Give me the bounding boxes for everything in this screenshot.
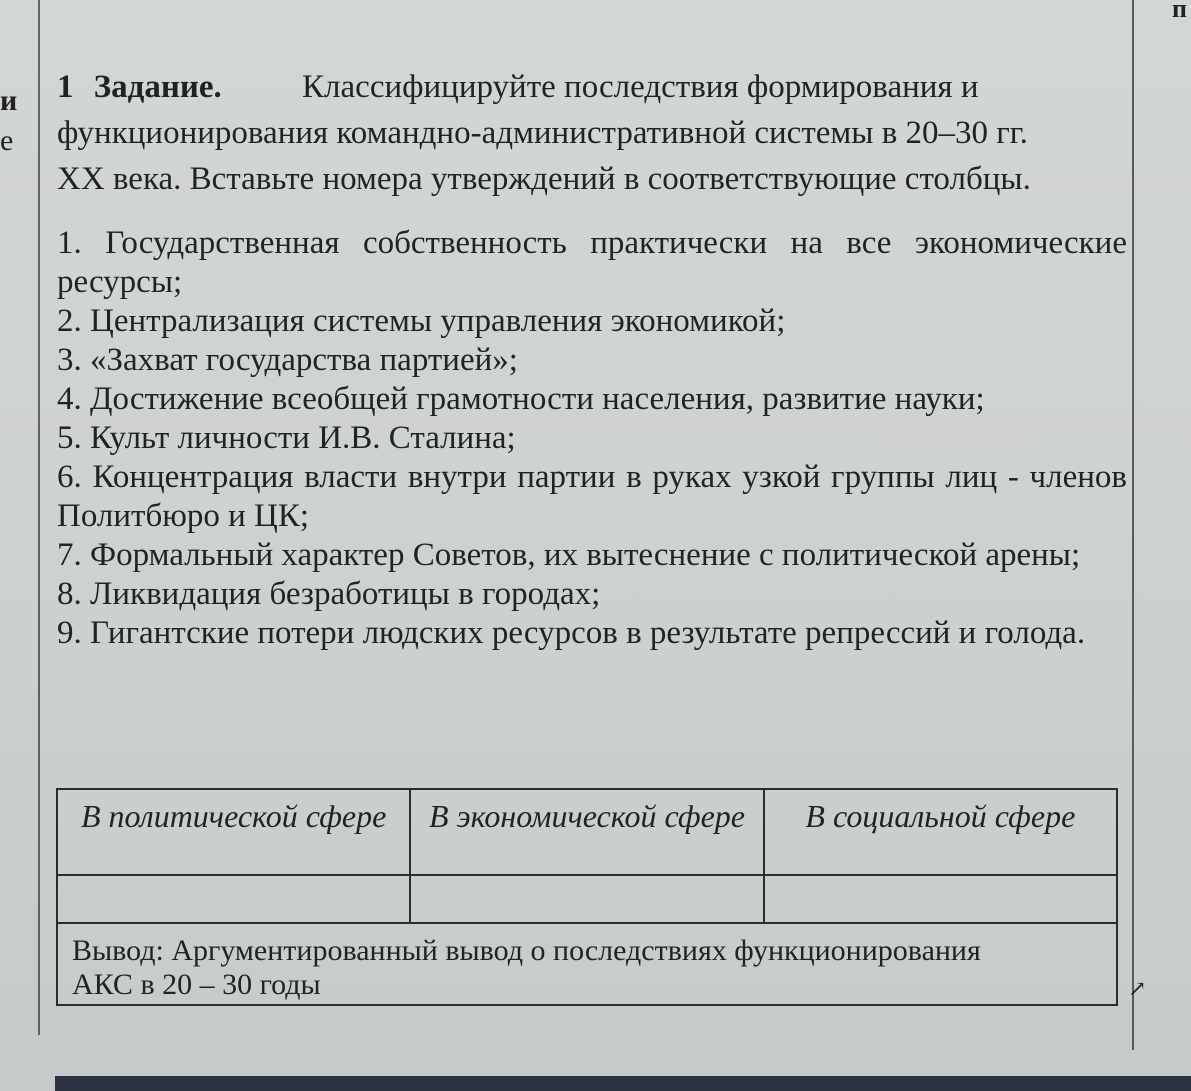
classification-table	[56, 788, 1118, 1006]
left-text-fragment: е	[0, 124, 14, 157]
statement-item: 7. Формальный характер Советов, их вытеснение с политической арены;	[57, 537, 1081, 573]
conclusion-text: Вывод: Аргументированный вывод о последствиях функционирования	[72, 934, 981, 967]
task-label: Задание.	[93, 69, 222, 105]
statement-item: 1. Государственная собственность практически на все экономические ресурсы;	[57, 225, 1127, 300]
answer-cell-political[interactable]	[57, 875, 410, 923]
statement-item: 5. Культ личности И.В. Сталина;	[57, 420, 516, 456]
answer-cell-social[interactable]	[764, 875, 1117, 923]
task-text: Классифицируйте последствия формирования и	[302, 69, 979, 105]
column-header-political: В политической сфере	[57, 789, 410, 875]
statement-list	[57, 224, 1127, 653]
table-header-row	[57, 789, 1117, 875]
right-margin-line	[1132, 0, 1134, 1050]
table-answer-row	[57, 875, 1117, 923]
statement-item: 2. Централизация системы управления экономикой;	[57, 303, 786, 339]
task-heading	[57, 64, 1127, 110]
conclusion-text: АКС в 20 – 30 годы	[72, 968, 321, 1001]
document-content	[57, 64, 1127, 653]
table-conclusion-row	[57, 923, 1117, 1005]
task-text-line: функционирования командно-административной системы в 20–30 гг.	[57, 115, 1028, 151]
column-header-social: В социальной сфере	[764, 789, 1117, 875]
task-text-line: XX века. Вставьте номера утверждений в соответствующие столбцы.	[57, 161, 1031, 197]
statement-item: 6. Концентрация власти внутри партии в руках узкой группы лиц - членов Политбюро и ЦК;	[57, 459, 1127, 534]
top-right-text-fragment: п	[1172, 0, 1187, 23]
left-text-fragment: и	[0, 84, 18, 117]
answer-cell-economic[interactable]	[410, 875, 763, 923]
statement-item: 9. Гигантские потери людских ресурсов в результате репрессий и голода.	[57, 615, 1086, 651]
statement-item: 4. Достижение всеобщей грамотности населения, развитие науки;	[57, 381, 985, 417]
statement-item: 3. «Захват государства партией»;	[57, 342, 518, 378]
corner-arrow-icon: ↗	[1128, 976, 1147, 1001]
bottom-bar	[55, 1076, 1191, 1091]
task-number: 1	[57, 69, 74, 105]
statement-item: 8. Ликвидация безработицы в городах;	[57, 576, 601, 612]
conclusion-cell[interactable]	[57, 923, 1117, 1005]
left-margin-line	[38, 0, 40, 1035]
column-header-economic: В экономической сфере	[410, 789, 763, 875]
